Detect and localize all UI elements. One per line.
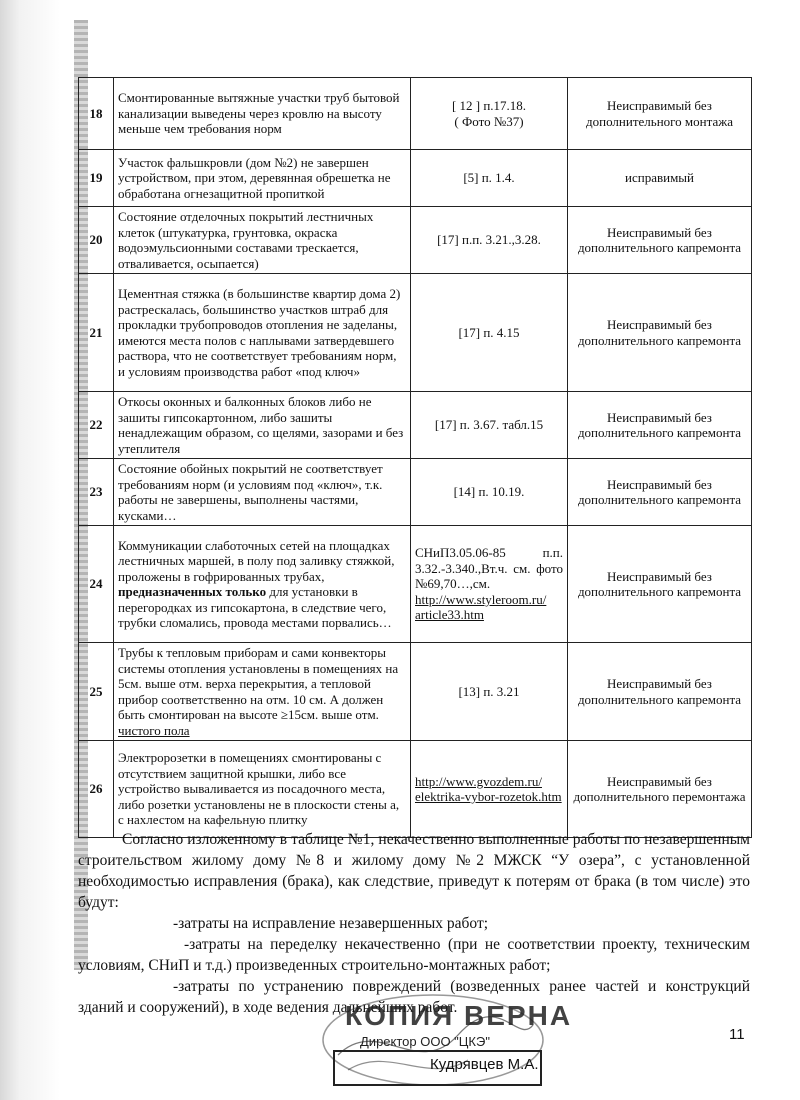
norm-reference: [ 12 ] п.17.18. ( Фото №37) (411, 78, 568, 150)
cost-item: -затраты на переделку некачественно (при не соответствии проекту, техническим условиям, СНиП и т.д.) произведенных строительно-монтажных работ; (78, 936, 750, 974)
row-number: 26 (79, 741, 114, 838)
defect-description: Электророзетки в помещениях смонтированы с отсутствием защитной крышки, либо все устройство вываливается из посадочного места, либо розетки установлены не в плоскости стены а, с нахлестом на кафельную плитку (114, 741, 411, 838)
defect-description: Откосы оконных и балконных блоков либо не зашиты гипсокартонном, либо зашиты ненадлежащим образом, со щелями, зазорами и без утеплителя (114, 392, 411, 459)
defect-status: Неисправимый без дополнительного капремонта (568, 207, 752, 274)
row-number: 20 (79, 207, 114, 274)
defect-status: Неисправимый без дополнительного капремонта (568, 274, 752, 392)
defect-status: Неисправимый без дополнительного капремонта (568, 526, 752, 643)
norm-reference: [14] п. 10.19. (411, 459, 568, 526)
table-row (79, 78, 752, 150)
defect-description (114, 643, 411, 741)
table-row (79, 392, 752, 459)
stamp-signer: Кудрявцев М.А. (430, 1056, 539, 1073)
ref-text: СНиП3.05.06-85 п.п. 3.32.-3.340.,Вт.ч. см. фото №69,70…,см. (415, 545, 563, 592)
defect-description: Участок фальшкровли (дом №2) не завершен устройством, при этом, деревянная обрешетка не обработана огнезащитной пропиткой (114, 150, 411, 207)
table-row (79, 526, 752, 643)
defect-status: Неисправимый без дополнительного капремонта (568, 459, 752, 526)
desc-underlined: чистого пола (118, 722, 190, 738)
defect-description (114, 526, 411, 643)
table-row (79, 459, 752, 526)
norm-reference: [17] п. 4.15 (411, 274, 568, 392)
conclusion-paragraph: Согласно изложенному в таблице №1, некачественно выполненные работы по незавершенным строительством жилому дому №8 и жилому дому №2 МЖСК “У озера”, с установленной необходимостью исправления (брака), как следствие, приведут к потерям от брака (в том числе) это будут: (78, 831, 750, 911)
row-number: 21 (79, 274, 114, 392)
table-row (79, 741, 752, 838)
cost-item: -затраты на исправление незавершенных работ; (173, 915, 489, 932)
stamp-title: КОПИЯ ВЕРНА (345, 1000, 573, 1031)
desc-text: Коммуникации слаботочных сетей на площадках лестничных маршей, в полу под заливку стяжкой, проложены в гофрированных трубах, (118, 537, 395, 584)
ref-link[interactable]: http://www.gvozdem.ru/ elektrika-vybor-rozetok.htm (415, 773, 562, 804)
defects-table (78, 77, 752, 838)
norm-reference (411, 741, 568, 838)
defect-status: Неисправимый без дополнительного капремонта (568, 392, 752, 459)
row-number: 22 (79, 392, 114, 459)
table-row (79, 207, 752, 274)
cost-item: -затраты по устранению повреждений (возведенных ранее частей и конструкций зданий и сооружений), в ходе ведения дальнейших работ. (78, 978, 750, 1016)
stamp-position: Директор ООО "ЦКЭ" (360, 1034, 490, 1049)
defect-description: Состояние обойных покрытий не соответствует требованиям норм (и условиям под «ключ», т.к. работы не завершены, выполнены частями, кусками… (114, 459, 411, 526)
table-row (79, 274, 752, 392)
norm-reference (411, 526, 568, 643)
row-number: 23 (79, 459, 114, 526)
defect-description: Состояние отделочных покрытий лестничных клеток (штукатурка, грунтовка, окраска водоэмульсионными составами трескается, отваливается, осыпается) (114, 207, 411, 274)
defect-description: Смонтированные вытяжные участки труб бытовой канализации выведены через кровлю на высоту меньше чем требования норм (114, 78, 411, 150)
row-number: 18 (79, 78, 114, 150)
desc-emphasis: предназначенных только (118, 584, 267, 599)
table-row (79, 643, 752, 741)
table-row (79, 150, 752, 207)
defect-description: Цементная стяжка (в большинстве квартир дома 2) растрескалась, большинство участков штраб для прокладки трубопроводов отопления не заделаны, имеются места полов с наплывами затвердевшего раствора, что не соответствует требованиям норм, и условиям производства работ «под ключ» (114, 274, 411, 392)
desc-text: Трубы к тепловым приборам и сами конвекторы системы отопления установлены в помещениях на 5см. выше отм. верха перекрытия, а тепловой прибор соответственно на отм. 10 см. А должен быть смонтирован на высоте ≥15см. выше отм. (118, 645, 399, 722)
row-number: 19 (79, 150, 114, 207)
defect-status: Неисправимый без дополнительного капремонта (568, 643, 752, 741)
ref-link[interactable]: http://www.styleroom.ru/ article33.htm (415, 591, 547, 623)
defect-status: Неисправимый без дополнительного перемонтажа (568, 741, 752, 838)
norm-reference: [5] п. 1.4. (411, 150, 568, 207)
defect-status: исправимый (568, 150, 752, 207)
norm-reference: [17] п. 3.67. табл.15 (411, 392, 568, 459)
defect-status: Неисправимый без дополнительного монтажа (568, 78, 752, 150)
row-number: 25 (79, 643, 114, 741)
row-number: 24 (79, 526, 114, 643)
desc-text: для установки в перегородках из гипсокартона, в следствие чего, трубки сломались, провода местами порвались… (118, 584, 392, 630)
page-number: 11 (729, 1026, 745, 1043)
norm-reference: [17] п.п. 3.21.,3.28. (411, 207, 568, 274)
norm-reference: [13] п. 3.21 (411, 643, 568, 741)
